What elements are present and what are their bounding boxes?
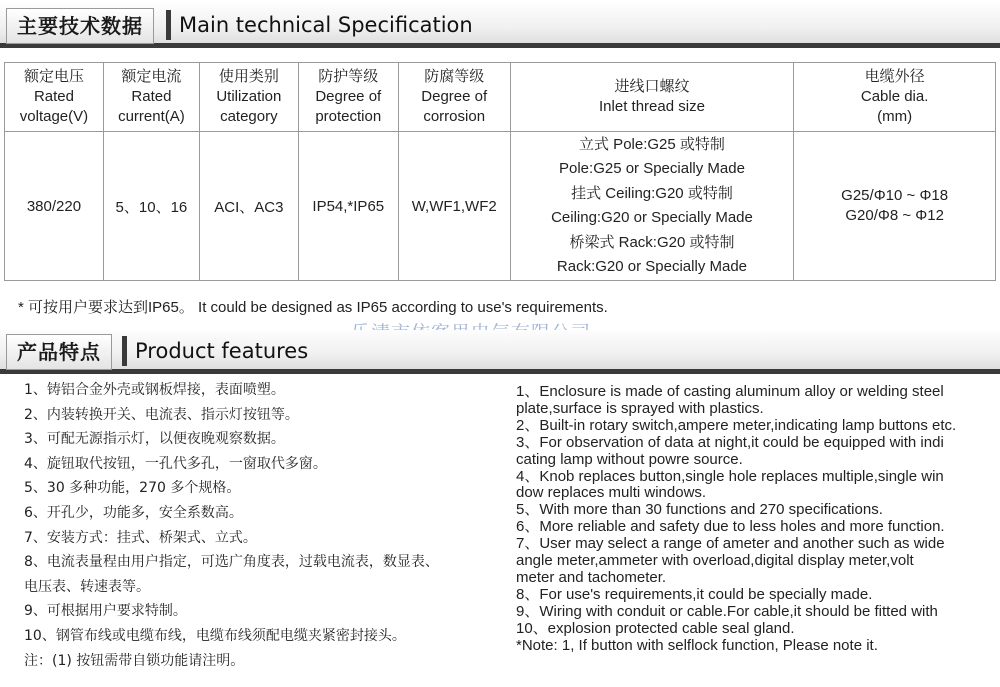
feature-item-cn: 6、开孔少，功能多，安全系数高。 — [24, 504, 243, 521]
col-header-inlet — [510, 63, 794, 132]
col-header-current — [103, 63, 199, 132]
feature-item-en: meter and tachometer. — [516, 568, 667, 586]
col-header-cn: 额定电压 — [23, 68, 84, 85]
spec-title-en: Main technical Specification — [166, 10, 481, 40]
col-header-corrosion — [398, 63, 510, 132]
feature-item-cn: 10、钢管布线或电缆布线，电缆布线须配电缆夹紧密封接头。 — [24, 627, 406, 644]
col-header-cn: 电缆外径 — [864, 68, 925, 85]
col-header-cn: 使用类别 — [218, 68, 279, 85]
col-header-protection — [298, 63, 398, 132]
col-header-en: Inlet thread size — [599, 98, 705, 115]
feature-item-cn: 2、内装转换开关、电流表、指示灯按钮等。 — [24, 406, 299, 423]
spec-table-row — [5, 132, 996, 281]
feature-item-en: 1、Enclosure is made of casting aluminum alloy or welding steel — [516, 383, 944, 400]
col-header-en: Rated — [131, 88, 172, 105]
features-section-header — [0, 330, 1000, 374]
col-header-en: (mm) — [877, 108, 913, 125]
cell-voltage: 380/220 — [5, 132, 104, 281]
feature-item-en: 7、User may select a range of ameter and another such as wide — [516, 535, 945, 553]
col-header-cable — [794, 63, 996, 132]
feature-item-en: *Note: 1, If button with selflock function, Please note it. — [516, 636, 878, 654]
inlet-line: Rack:G20 or Specially Made — [556, 258, 748, 275]
feature-item-en: dow replaces multi windows. — [516, 484, 707, 502]
feature-item-en: plate,surface is sprayed with plastics. — [516, 399, 764, 417]
inlet-line: Ceiling:G20 or Specially Made — [551, 209, 753, 226]
spec-title-cn: 主要技术数据 — [6, 8, 154, 44]
feature-item-en: cating lamp without powre source. — [516, 450, 743, 468]
cell-cable — [794, 132, 996, 281]
feature-item-en: 2、Built-in rotary switch,ampere meter,indicating lamp buttons etc. — [516, 416, 957, 434]
col-header-cn: 额定电流 — [121, 68, 182, 85]
features-list-en — [516, 384, 996, 655]
features-title-cn: 产品特点 — [6, 334, 112, 370]
features-title-en: Product features — [122, 336, 316, 366]
cable-line: G20/Φ8 ~ Φ12 — [845, 207, 944, 224]
features-list-cn — [24, 378, 504, 673]
col-header-en: current(A) — [118, 108, 185, 125]
feature-item-en: 6、More reliable and safety due to less holes and more function. — [516, 518, 945, 536]
cable-line: G25/Φ10 ~ Φ18 — [841, 187, 949, 204]
feature-item-cn: 1、铸铝合金外壳或钢板焊接，表面喷塑。 — [24, 382, 285, 398]
feature-item-cn: 5、30 多种功能，270 多个规格。 — [24, 480, 241, 497]
feature-item-cn: 注：(1) 按钮需带自锁功能请注明。 — [24, 652, 245, 669]
spec-section-header — [0, 4, 1000, 48]
col-header-voltage — [5, 63, 104, 132]
col-header-category — [199, 63, 298, 132]
feature-item-en: 8、For use's requirements,it could be specially made. — [516, 585, 873, 603]
col-header-en: Degree of — [315, 88, 382, 105]
feature-item-cn: 4、旋钮取代按钮，一孔代多孔，一窗取代多窗。 — [24, 455, 327, 472]
header-rule — [0, 369, 1000, 374]
feature-item-en: 4、Knob replaces button,single hole replaces multiple,single win — [516, 467, 944, 485]
spec-table-header-row — [5, 63, 996, 132]
col-header-en: Utilization — [216, 88, 282, 105]
inlet-line: 挂式 Ceiling:G20 或特制 — [571, 184, 733, 202]
cell-inlet — [510, 132, 794, 281]
feature-item-en: 10、explosion protected cable seal gland. — [516, 619, 795, 637]
feature-item-cn: 9、可根据用户要求特制。 — [24, 603, 187, 620]
feature-item-en: angle meter,ammeter with overload,digital display meter,volt — [516, 552, 914, 570]
col-header-en: Rated — [33, 88, 74, 105]
col-header-en: Degree of — [421, 88, 488, 105]
inlet-line: 立式 Pole:G25 或特制 — [579, 135, 725, 153]
col-header-en: category — [220, 108, 278, 125]
cell-current: 5、10、16 — [103, 132, 199, 281]
cell-category: ACI、AC3 — [199, 132, 298, 281]
feature-item-en: 3、For observation of data at night,it could be equipped with indi — [516, 433, 944, 451]
feature-item-cn: 7、安装方式：挂式、桥架式、立式。 — [24, 529, 257, 546]
feature-item-cn: 8、电流表量程由用户指定，可选广角度表，过载电流表，数显表、 — [24, 554, 439, 571]
col-header-en: corrosion — [423, 108, 486, 125]
col-header-en: voltage(V) — [19, 108, 89, 125]
col-header-en: protection — [315, 108, 382, 125]
spec-table — [4, 62, 996, 281]
cell-protection: IP54,*IP65 — [298, 132, 398, 281]
ip65-note: * 可按用户要求达到IP65。 It could be designed as IP65 according to use's requirements. — [18, 299, 608, 316]
feature-item-en: 5、With more than 30 functions and 270 specifications. — [516, 501, 883, 519]
inlet-line: 桥梁式 Rack:G20 或特制 — [569, 233, 735, 251]
inlet-line: Pole:G25 or Specially Made — [559, 160, 745, 177]
feature-item-cn: 3、可配无源指示灯，以便夜晚观察数据。 — [24, 431, 285, 448]
col-header-cn: 进线口螺纹 — [614, 78, 690, 95]
feature-item-en: 9、Wiring with conduit or cable.For cable,it should be fitted with — [516, 602, 938, 620]
col-header-cn: 防护等级 — [318, 68, 379, 85]
col-header-cn: 防腐等级 — [424, 68, 485, 85]
col-header-en: Cable dia. — [860, 88, 929, 105]
cell-corrosion: W,WF1,WF2 — [398, 132, 510, 281]
feature-item-cn: 电压表、转速表等。 — [24, 578, 150, 595]
